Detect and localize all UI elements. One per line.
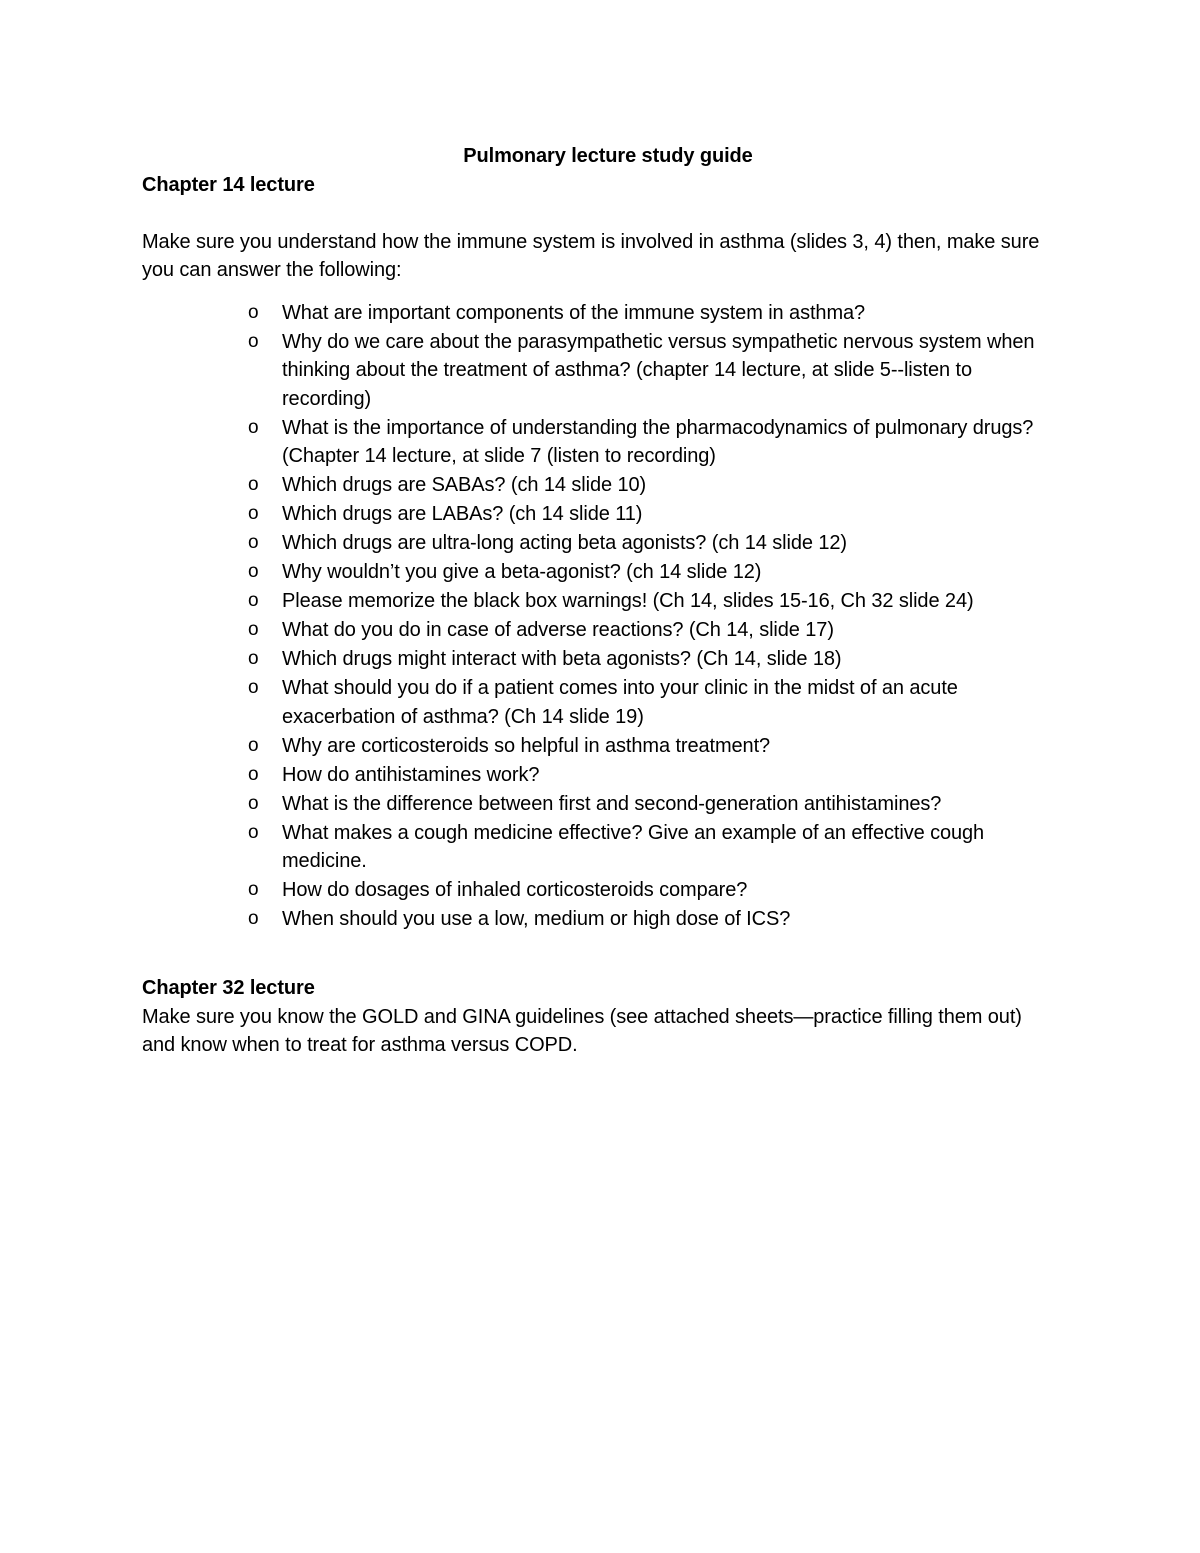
question-text: How do antihistamines work? xyxy=(282,763,540,786)
bullet-marker: o xyxy=(248,619,259,640)
question-text: When should you use a low, medium or high dose of ICS? xyxy=(282,908,791,930)
bullet-marker: o xyxy=(248,503,259,524)
question-text: Why do we care about the parasympathetic versus sympathetic nervous system when thinking about the treatment of asthma? (chapter 14 lecture, at slide 5--listen to recording) xyxy=(282,330,1035,410)
bullet-marker: o xyxy=(248,763,259,785)
bullet-marker: o xyxy=(248,792,259,814)
section-heading-chapter-14: Chapter 14 lecture xyxy=(142,173,315,196)
list-item xyxy=(142,761,1060,790)
list-item xyxy=(142,414,1060,471)
bullet-marker: o xyxy=(248,590,259,611)
bullet-marker: o xyxy=(248,734,259,756)
blank-line xyxy=(142,199,1060,228)
chapter-14-intro: Make sure you understand how the immune system is involved in asthma (slides 3, 4) then, make sure you can answer the following: xyxy=(142,230,1040,281)
document-title: Pulmonary lecture study guide xyxy=(463,145,753,167)
list-item xyxy=(142,645,1060,674)
list-item xyxy=(142,328,1060,414)
bullet-marker: o xyxy=(248,648,259,669)
question-text: What is the importance of understanding the pharmacodynamics of pulmonary drugs? (Chapter 14 lecture, at slide 7 (listen to recording) xyxy=(282,416,1034,467)
bullet-marker: o xyxy=(248,301,259,323)
question-text: Which drugs might interact with beta agonists? (Ch 14, slide 18) xyxy=(282,648,842,670)
bullet-marker: o xyxy=(248,908,259,929)
list-item xyxy=(142,587,1060,616)
question-text: How do dosages of inhaled corticosteroids compare? xyxy=(282,879,748,901)
section-gap xyxy=(142,934,1060,974)
chapter-32-body: Make sure you know the GOLD and GINA guidelines (see attached sheets—practice filling them out) and know when to treat for asthma versus COPD. xyxy=(142,1005,1022,1056)
question-text: Why wouldn’t you give a beta-agonist? (ch 14 slide 12) xyxy=(282,561,762,583)
question-text: What is the difference between first and second-generation antihistamines? xyxy=(282,792,942,815)
list-item xyxy=(142,558,1060,587)
paragraph-gap xyxy=(142,285,1060,299)
list-item xyxy=(142,876,1060,905)
question-text: Why are corticosteroids so helpful in asthma treatment? xyxy=(282,734,771,757)
bullet-marker: o xyxy=(248,474,259,495)
list-item xyxy=(142,529,1060,558)
question-text: What makes a cough medicine effective? Give an example of an effective cough medicine. xyxy=(282,821,985,872)
document-content xyxy=(142,142,1060,1060)
bullet-marker: o xyxy=(248,330,259,352)
question-text: What are important components of the immune system in asthma? xyxy=(282,301,866,324)
question-text: Which drugs are ultra-long acting beta agonists? (ch 14 slide 12) xyxy=(282,532,847,554)
question-text: Please memorize the black box warnings! (Ch 14, slides 15-16, Ch 32 slide 24) xyxy=(282,590,974,612)
question-text: What should you do if a patient comes into your clinic in the midst of an acute exacerbation of asthma? (Ch 14 slide 19) xyxy=(282,677,958,728)
bullet-marker: o xyxy=(248,821,259,843)
list-item xyxy=(142,819,1060,876)
bullet-marker: o xyxy=(248,879,259,900)
list-item xyxy=(142,905,1060,934)
question-list xyxy=(142,299,1060,934)
question-text: Which drugs are SABAs? (ch 14 slide 10) xyxy=(282,474,647,496)
list-item xyxy=(142,471,1060,500)
bullet-marker: o xyxy=(248,532,259,553)
section-heading-chapter-32: Chapter 32 lecture xyxy=(142,977,315,999)
bullet-marker: o xyxy=(248,416,259,438)
list-item xyxy=(142,500,1060,529)
list-item xyxy=(142,299,1060,328)
question-text: Which drugs are LABAs? (ch 14 slide 11) xyxy=(282,503,643,525)
bullet-marker: o xyxy=(248,561,259,582)
question-text: What do you do in case of adverse reactions? (Ch 14, slide 17) xyxy=(282,619,834,641)
list-item xyxy=(142,674,1060,731)
bullet-marker: o xyxy=(248,677,259,698)
list-item xyxy=(142,616,1060,645)
list-item xyxy=(142,790,1060,819)
list-item xyxy=(142,732,1060,761)
